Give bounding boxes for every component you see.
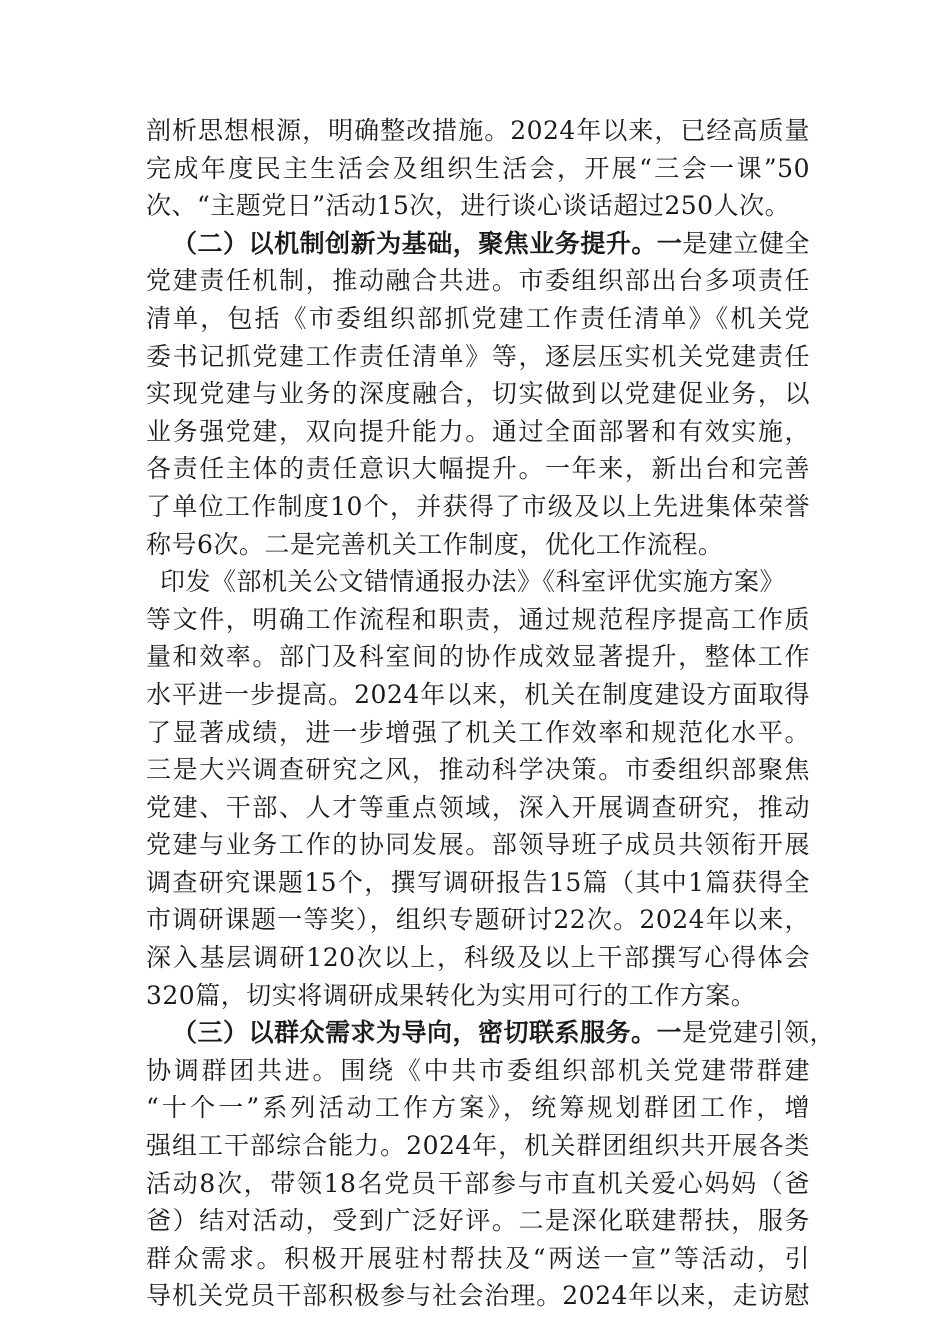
- line-text: 爸）结对活动，受到广泛好评。二是深化联建帮扶，服务: [146, 1206, 810, 1236]
- line-text: 活动8次，带领18名党员干部参与市直机关爱心妈妈（爸: [146, 1168, 810, 1198]
- text-line: [146, 187, 810, 225]
- text-line: [146, 300, 810, 338]
- text-line: [146, 1127, 810, 1165]
- line-text: 各责任主体的责任意识大幅提升。一年来，新出台和完善: [146, 454, 810, 484]
- line-text: 次、“主题党日”活动15次，进行谈心谈话超过250人次。: [146, 191, 791, 221]
- line-text: 实现党建与业务的深度融合，切实做到以党建促业务，以: [146, 379, 810, 409]
- line-text: 强组工干部综合能力。2024年，机关群团组织共开展各类: [146, 1131, 810, 1161]
- text-line: [146, 1165, 810, 1203]
- text-line: [146, 1052, 810, 1090]
- text-line: [146, 601, 810, 639]
- line-text: 三是大兴调查研究之风，推动科学决策。市委组织部聚焦: [146, 755, 810, 785]
- text-line: [146, 150, 810, 188]
- line-text: 320篇，切实将调研成果转化为实用可行的工作方案。: [146, 980, 757, 1010]
- text-line: [146, 262, 810, 300]
- text-line: [146, 1089, 810, 1127]
- line-text: 党建与业务工作的协同发展。部领导班子成员共领衔开展: [146, 830, 810, 860]
- line-text: 完成年度民主生活会及组织生活会，开展“三会一课”50: [146, 153, 810, 183]
- line-text: 市调研课题一等奖），组织专题研讨22次。2024年以来，: [146, 905, 810, 935]
- line-text: 业务强党建，双向提升能力。通过全面部署和有效实施，: [146, 416, 810, 446]
- line-text: 是党建引领，: [682, 1018, 836, 1048]
- text-line: [146, 939, 810, 977]
- line-text: 委书记抓党建工作责任清单》等，逐层压实机关党建责任: [146, 341, 810, 371]
- line-text: 协调群团共进。围绕《中共市委组织部机关党建带群建: [146, 1055, 810, 1085]
- text-line: [146, 1277, 810, 1315]
- text-line: [146, 563, 810, 601]
- line-text: 党建、干部、人才等重点领域，深入开展调查研究，推动: [146, 792, 810, 822]
- text-line: [146, 1240, 810, 1278]
- text-line: [146, 413, 810, 451]
- line-text: 深入基层调研120次以上，科级及以上干部撰写心得体会: [146, 943, 810, 973]
- text-line: [146, 338, 810, 376]
- line-text: 是建立健全: [682, 228, 810, 258]
- text-line: [146, 1202, 810, 1240]
- text-line: [146, 789, 810, 827]
- line-text: “十个一”系列活动工作方案》，统筹规划群团工作，增: [146, 1093, 810, 1123]
- text-line: [146, 526, 810, 564]
- section-heading: （二）以机制创新为基础，聚焦业务提升。一: [172, 228, 683, 258]
- line-text: 量和效率。部门及科室间的协作成效显著提升，整体工作: [146, 642, 810, 672]
- line-text: 清单，包括《市委组织部抓党建工作责任清单》《机关党: [146, 303, 810, 333]
- line-text: 了显著成绩，进一步增强了机关工作效率和规范化水平。: [146, 717, 810, 747]
- text-line: [146, 864, 810, 902]
- line-text: 党建责任机制，推动融合共进。市委组织部出台多项责任: [146, 266, 810, 296]
- text-line: [146, 450, 810, 488]
- text-line: [146, 901, 810, 939]
- text-line: [146, 751, 810, 789]
- text-line: [146, 638, 810, 676]
- line-text: 印发《部机关公文错情通报办法》《科室评优实施方案》: [160, 567, 786, 597]
- line-text: 称号6次。二是完善机关工作制度，优化工作流程。: [146, 529, 724, 559]
- line-text: 等文件，明确工作流程和职责，通过规范程序提高工作质: [146, 604, 810, 634]
- text-line: [146, 375, 810, 413]
- line-text: 群众需求。积极开展驻村帮扶及“两送一宣”等活动，引: [146, 1243, 810, 1273]
- line-text: 调查研究课题15个，撰写调研报告15篇（其中1篇获得全: [146, 867, 810, 897]
- line-text: 剖析思想根源，明确整改措施。2024年以来，已经高质量: [146, 116, 810, 145]
- text-line: [146, 1014, 836, 1052]
- line-text: 水平进一步提高。2024年以来，机关在制度建设方面取得: [146, 679, 810, 709]
- document-body: [146, 112, 836, 1315]
- text-line: [146, 714, 810, 752]
- line-text: 了单位工作制度10个，并获得了市级及以上先进集体荣誉: [146, 491, 810, 521]
- section-heading: （三）以群众需求为导向，密切联系服务。一: [172, 1018, 683, 1048]
- text-line: [146, 225, 810, 263]
- line-text: 导机关党员干部积极参与社会治理。2024年以来，走访慰: [146, 1281, 810, 1311]
- text-line: [146, 112, 810, 150]
- text-line: [146, 977, 810, 1015]
- text-line: [146, 826, 810, 864]
- text-line: [146, 676, 810, 714]
- text-line: [146, 488, 810, 526]
